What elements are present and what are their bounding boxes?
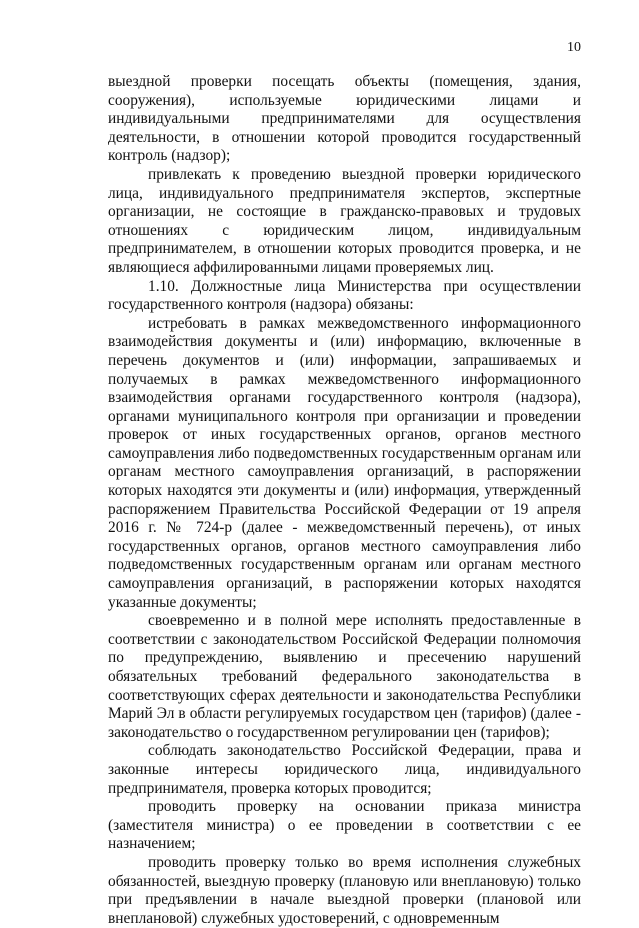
paragraph-continuation: выездной проверки посещать объекты (помещения, здания, сооружения), используемые юридическими лицами и индивидуальными предпринимателями для осуществления деятельности, в отношении которой проводится государственный контроль (надзор); <box>108 73 581 165</box>
paragraph-timely-execution: своевременно и в полной мере исполнять предоставленные в соответствии с законодательством Российской Федерации полномочия по предупреждению, выявлению и пресечению нарушений обязательных требований федерального законодательства в соответствующих сферах деятельности и законодательства Республики Марий Эл в области регулируемых государством цен (тарифов) (далее - законодательство о государственном регулировании цен (тарифов); <box>108 612 581 741</box>
paragraph-comply-law: соблюдать законодательство Российской Федерации, права и законные интересы юридического лица, индивидуального предпринимателя, проверка которых проводится; <box>108 742 581 797</box>
page-number: 10 <box>567 40 581 55</box>
paragraph-experts: привлекать к проведению выездной проверки юридического лица, индивидуального предпринимателя экспертов, экспертные организации, не состоящие в гражданско-правовых и трудовых отношениях с юридическим лицом, индивидуальным предпринимателем, в отношении которых проводится проверка, и не являющиеся аффилированными лицами проверяемых лиц. <box>108 165 581 276</box>
paragraph-service-duties: проводить проверку только во время исполнения служебных обязанностей, выездную проверку (плановую или внеплановую) только при предъявлении в начале выездной проверки (плановой или внеплановой) служебных удостоверений, с одновременным <box>108 853 581 927</box>
paragraph-interagency-request: истребовать в рамках межведомственного информационного взаимодействия документы и (или) информацию, включенные в перечень документов и (или) информации, запрашиваемых и получаемых в рамках межведомственного информационного взаимодействия органами государственного контроля (надзора), органами муниципального контроля при организации и проведении проверок от иных государственных органов, органов местного самоуправления либо подведомственных государственным органам или органам местного самоуправления организаций, в распоряжении которых находятся эти документы и (или) информация, утвержденный распоряжением Правительства Российской Федерации от 19 апреля 2016 г. № 724-р (далее - межведомственный перечень), от иных государственных органов, органов местного самоуправления либо подведомственных государственным органам или органам местного самоуправления организаций, в распоряжении которых находятся указанные документы; <box>108 314 581 611</box>
paragraph-section-1-10: 1.10. Должностные лица Министерства при осуществлении государственного контроля (надзора) обязаны: <box>108 277 581 314</box>
document-body <box>108 73 581 928</box>
paragraph-order-basis: проводить проверку на основании приказа министра (заместителя министра) о ее проведении в соответствии с ее назначением; <box>108 798 581 853</box>
